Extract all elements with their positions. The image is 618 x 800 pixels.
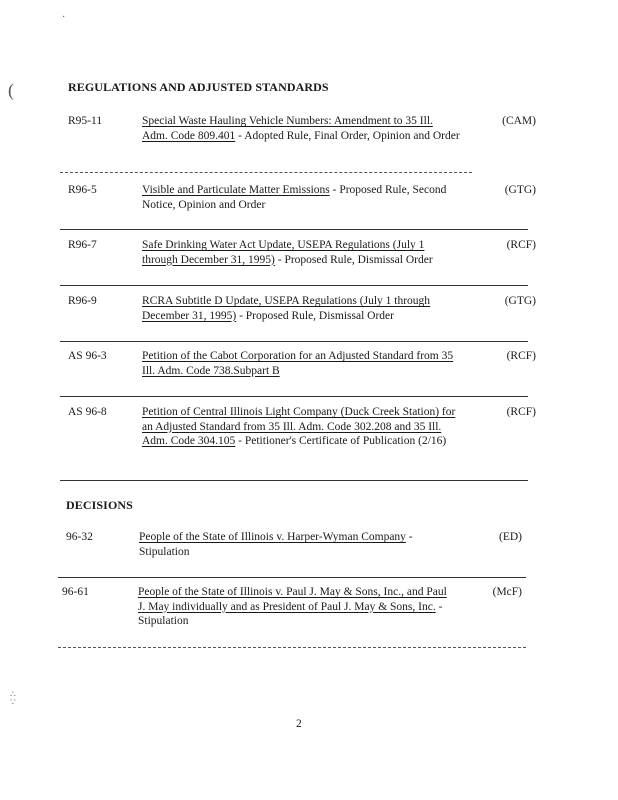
entry-description xyxy=(138,585,456,629)
docket-number: R96-9 xyxy=(68,295,97,307)
entry-action: - Stipulation xyxy=(138,600,443,627)
scan-artifact-left: ( xyxy=(8,80,14,100)
entry-title-link[interactable]: People of the State of Illinois v. Harper-Wyman Company xyxy=(139,531,406,543)
decisions-heading: DECISIONS xyxy=(66,498,133,512)
entry-action: - Proposed Rule, Dismissal Order xyxy=(236,309,394,322)
entry-divider xyxy=(60,172,472,173)
entry-description xyxy=(142,349,460,378)
entry-initials: (McF) xyxy=(492,586,522,598)
entry-initials: (RCF) xyxy=(506,406,536,418)
entry-title-link[interactable]: Visible and Particulate Matter Emissions xyxy=(142,184,330,196)
docket-number: AS 96-8 xyxy=(68,406,107,418)
entry-initials: (GTG) xyxy=(504,184,536,196)
docket-number: 96-61 xyxy=(62,586,89,598)
docket-number: AS 96-3 xyxy=(68,350,107,362)
entry-description xyxy=(142,238,460,267)
docket-number: R95-11 xyxy=(68,115,103,127)
entry-divider xyxy=(60,480,528,481)
scan-speck: · xyxy=(62,12,66,23)
entry-initials: (RCF) xyxy=(506,350,536,362)
entry-title-link[interactable]: Petition of the Cabot Corporation for an Adjusted Standard from 35 Ill. Adm. Code 738.Subpart B xyxy=(142,350,454,377)
entry-title-link[interactable]: Special Waste Hauling Vehicle Numbers: Amendment to 35 Ill. Adm. Code 809.401 xyxy=(142,115,433,142)
entry-divider xyxy=(58,577,526,578)
entry-action: - Stipulation xyxy=(139,531,413,558)
entry-action: - Petitioner's Certificate of Publication (2/16) xyxy=(235,435,447,447)
regulations-heading: REGULATIONS AND ADJUSTED STANDARDS xyxy=(68,80,329,94)
entry-description xyxy=(139,530,439,559)
entry-description xyxy=(142,405,460,449)
entry-divider xyxy=(60,285,528,286)
page-number: 2 xyxy=(296,718,302,730)
entry-title-link[interactable]: People of the State of Illinois v. Paul J. May & Sons, Inc., and Paul J. May individually and as President of Paul J. May & Sons, Inc. xyxy=(138,586,447,613)
entry-divider xyxy=(58,647,526,648)
entry-initials: (CAM) xyxy=(502,115,536,127)
entry-description xyxy=(142,114,460,143)
scan-artifact-bottom: ∴ ∵ xyxy=(10,689,16,707)
docket-number: 96-32 xyxy=(66,531,93,543)
entry-action: - Adopted Rule, Final Order, Opinion and Order xyxy=(235,129,460,142)
entry-title-link[interactable]: Petition of Central Illinois Light Company (Duck Creek Station) for an Adjusted Standard from 35 Ill. Adm. Code 302.208 and 35 Ill. Adm. Code 304.105 xyxy=(142,406,456,447)
entry-initials: (RCF) xyxy=(506,239,536,251)
entry-action: - Proposed Rule, Dismissal Order xyxy=(274,253,433,266)
entry-description xyxy=(142,183,460,212)
entry-title-link[interactable]: RCRA Subtitle D Update, USEPA Regulations (July 1 through December 31, 1995) xyxy=(142,295,431,322)
entry-divider xyxy=(60,396,528,397)
entry-title-link[interactable]: Safe Drinking Water Act Update, USEPA Regulations (July 1 through December 31, 1995) xyxy=(142,239,425,266)
entry-divider xyxy=(60,341,528,342)
entry-initials: (ED) xyxy=(499,531,522,543)
entry-initials: (GTG) xyxy=(504,295,536,307)
docket-number: R96-7 xyxy=(68,239,97,251)
entry-description xyxy=(142,294,460,323)
docket-number: R96-5 xyxy=(68,184,97,196)
entry-divider xyxy=(60,229,528,230)
entry-action: - Proposed Rule, Second Notice, Opinion and Order xyxy=(142,184,447,211)
